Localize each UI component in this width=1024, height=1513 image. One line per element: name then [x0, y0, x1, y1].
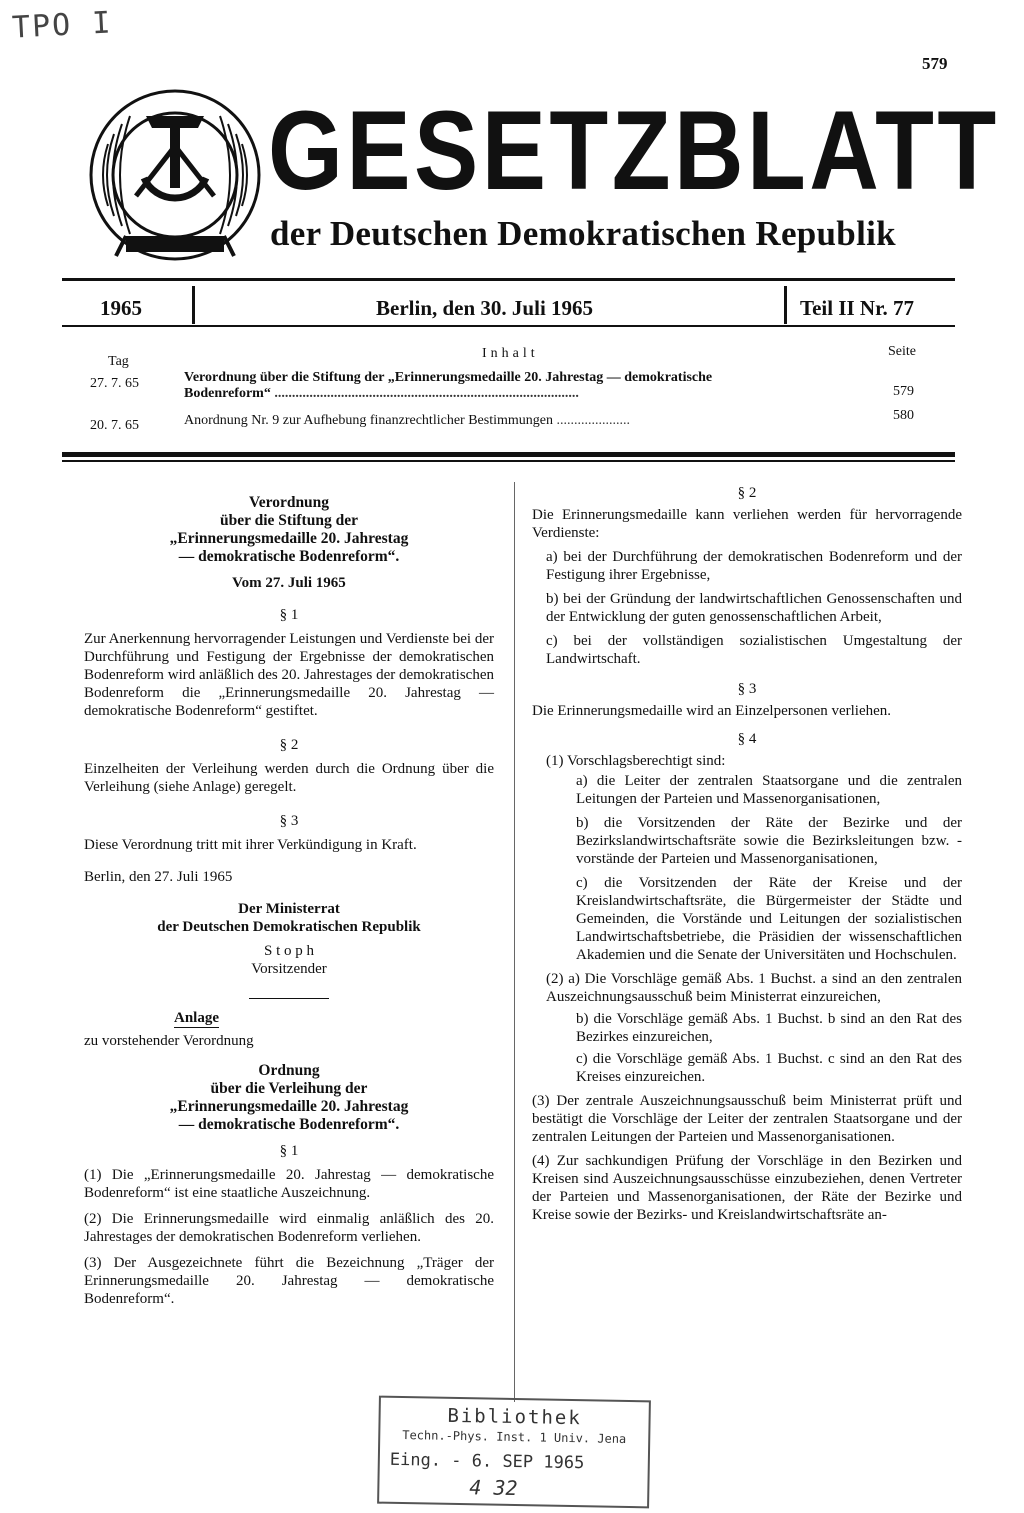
section-heading: § 3	[737, 681, 757, 697]
list-item: a) die Leiter der zentralen Staatsorgane und die zentralen Leitungen der Parteien und Massenorganisationen,	[576, 773, 962, 807]
list-item: c) die Vorschläge gemäß Abs. 1 Buchst. c sind an den Rat des Kreises einzureichen.	[576, 1051, 962, 1085]
right-column	[532, 484, 962, 1224]
header-rule-bottom	[62, 325, 955, 327]
toc-col-tag: Tag	[108, 354, 129, 369]
divider	[784, 286, 787, 324]
toc-entry-date: 20. 7. 65	[90, 418, 139, 433]
left-column	[84, 494, 494, 1308]
paragraph: Die Erinnerungsmedaille kann verliehen werden für hervorragende Verdienste:	[532, 507, 962, 541]
masthead-title: GESETZBLATT	[268, 88, 1000, 213]
toc-col-seite: Seite	[888, 344, 916, 359]
stamp-handwritten: 4 32	[469, 1475, 518, 1501]
toc-entry-title-cont: Bodenreform“ .......................................................................................	[184, 386, 579, 401]
order-title-line: über die Verleihung der	[210, 1080, 368, 1097]
list-item: b) die Vorschläge gemäß Abs. 1 Buchst. b sind an den Rat des Bezirkes einzureichen,	[576, 1011, 962, 1045]
decree-title-line: Verordnung	[248, 494, 330, 511]
issue-date: Berlin, den 30. Juli 1965	[376, 296, 594, 320]
place-date: Berlin, den 27. Juli 1965	[84, 869, 233, 885]
paragraph: (1) Die „Erinnerungsmedaille 20. Jahrestag — demokratische Bodenreform“ ist eine staatliche Auszeichnung.	[84, 1167, 494, 1201]
signer-body: Der Ministerrat	[238, 901, 340, 917]
page-number: 579	[922, 54, 948, 73]
order-title-line: Ordnung	[258, 1062, 320, 1079]
masthead-subtitle: der Deutschen Demokratischen Republik	[270, 214, 896, 253]
toc-entry-date: 27. 7. 65	[90, 376, 139, 391]
section-heading: § 4	[737, 731, 757, 747]
list-item: b) bei der Gründung der landwirtschaftlichen Genossenschaften und der Entwicklung der guten genossenschaftlichen Arbeit,	[546, 591, 962, 625]
paragraph: Einzelheiten der Verleihung werden durch die Ordnung über die Verleihung (siehe Anlage) geregelt.	[84, 761, 494, 795]
decree-date: Vom 27. Juli 1965	[232, 575, 346, 591]
toc-col-inhalt: Inhalt	[482, 346, 539, 361]
toc-entry-page[interactable]: 580	[893, 408, 914, 423]
section-heading: § 2	[737, 485, 757, 501]
stamp-line: Techn.-Phys. Inst. 1 Univ. Jena	[402, 1428, 627, 1446]
issue-part: Teil II Nr. 77	[800, 296, 914, 320]
list-item: (2) a) Die Vorschläge gemäß Abs. 1 Buchst. a sind an den zentralen Auszeichnungsausschuß beim Ministerrat einzureichen,	[546, 971, 962, 1005]
decree-title-line: — demokratische Bodenreform“.	[178, 548, 400, 565]
column-divider	[514, 482, 515, 1402]
list-item: b) die Vorsitzenden der Räte der Bezirke und der Bezirkslandwirtschaftsräte sowie die Bezirksleitungen bzw. -vorstände der Parteien und Massenorganisationen,	[576, 815, 962, 867]
annex-subheading: zu vorstehender Verordnung	[84, 1033, 254, 1049]
library-stamp	[377, 1396, 651, 1509]
list-item: a) bei der Durchführung der demokratischen Bodenreform und der Festigung ihrer Ergebnisse,	[546, 549, 962, 583]
handwritten-note: TPO I	[11, 5, 114, 46]
toc-rule	[62, 452, 955, 457]
list-item: c) bei der vollständigen sozialistischen Umgestaltung der Landwirtschaft.	[546, 633, 962, 667]
paragraph: (4) Zur sachkundigen Prüfung der Vorschläge in den Bezirken und Kreisen sind Auszeichnungsausschüsse einzubeziehen, denen Vertreter der Parteien und Massenorganisationen, der Räte der Bezirke und Kreise sowie der Bezirks- und Kreislandwirtschaftsräte an-	[532, 1153, 962, 1223]
signer-name: S t o p h	[263, 943, 314, 959]
paragraph: (3) Der zentrale Auszeichnungsausschuß beim Ministerrat prüft und bestätigt die Vorschläge der Leiter der zentralen Staatsorgane und der zentralen Leitungen der Parteien und Massenorganisationen.	[532, 1093, 962, 1145]
short-rule	[249, 998, 329, 999]
order-title-line: — demokratische Bodenreform“.	[178, 1116, 400, 1133]
toc-entry-title: Anordnung Nr. 9 zur Aufhebung finanzrechtlicher Bestimmungen .....................	[184, 413, 630, 428]
decree-title	[84, 494, 494, 566]
signer-body: der Deutschen Demokratischen Republik	[157, 919, 421, 935]
toc-rule	[62, 460, 955, 462]
toc-entry-title: Verordnung über die Stiftung der „Erinnerungsmedaille 20. Jahrestag — demokratische	[184, 370, 713, 385]
gdr-emblem-icon	[86, 86, 264, 264]
paragraph: Diese Verordnung tritt mit ihrer Verkündigung in Kraft.	[84, 837, 417, 853]
section-heading: § 1	[279, 1143, 299, 1159]
list-item: c) die Vorsitzenden der Räte der Kreise und der Kreislandwirtschaftsräte, die Bürgermeister der Städte und Gemeinden, die Vorstände und Leitungen der sozialistischen Landwirtschaftsbetriebe, die Präsidien der wissenschaftlichen Akademien und die Senate der Universitäten und Hochschulen.	[576, 875, 962, 963]
divider	[192, 286, 195, 324]
paragraph: Zur Anerkennung hervorragender Leistungen und Verdienste bei der Durchführung und Festigung der Ergebnisse der demokratischen Bodenreform wird anläßlich des 20. Jahrestages der demokratischen Bodenreform die „Erinnerungsmedaille 20. Jahrestag — demokratische Bodenreform“ gestiftet.	[84, 631, 495, 719]
stamp-line: Bibliothek	[447, 1404, 582, 1430]
order-title	[84, 1062, 494, 1134]
issue-year: 1965	[100, 296, 142, 320]
section-heading: § 2	[279, 737, 299, 753]
paragraph: (2) Die Erinnerungsmedaille wird einmalig anläßlich des 20. Jahrestages der demokratischen Bodenreform verliehen.	[84, 1211, 494, 1245]
signer-role: Vorsitzender	[251, 961, 327, 977]
paragraph: (1) Vorschlagsberechtigt sind:	[546, 753, 726, 769]
paragraph: (3) Der Ausgezeichnete führt die Bezeichnung „Träger der Erinnerungsmedaille 20. Jahrestag — demokratische Bodenreform“.	[84, 1255, 494, 1307]
order-title-line: „Erinnerungsmedaille 20. Jahrestag	[169, 1098, 409, 1115]
paragraph: Die Erinnerungsmedaille wird an Einzelpersonen verliehen.	[532, 703, 892, 719]
annex-heading: Anlage	[174, 1010, 219, 1026]
header-rule-top	[62, 278, 955, 281]
decree-title-line: über die Stiftung der	[220, 512, 358, 529]
section-heading: § 3	[279, 813, 299, 829]
decree-title-line: „Erinnerungsmedaille 20. Jahrestag	[169, 530, 409, 547]
toc-entry-page[interactable]: 579	[893, 384, 914, 399]
stamp-line: Eing. - 6. SEP 1965	[389, 1449, 585, 1474]
section-heading: § 1	[279, 607, 299, 623]
